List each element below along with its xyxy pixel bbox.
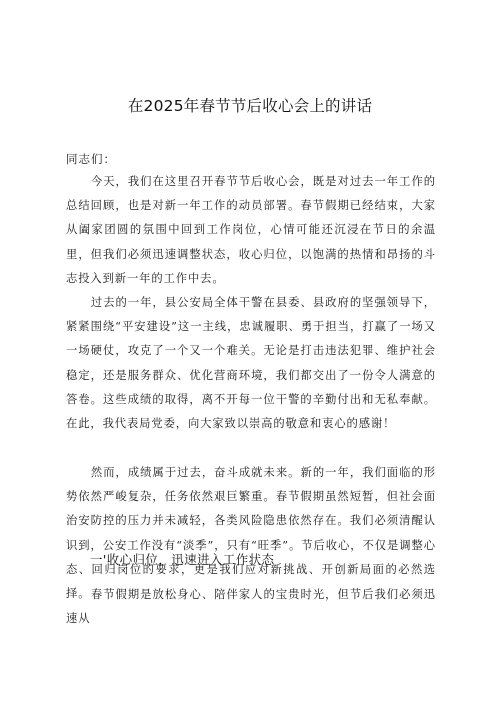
- section-heading: 一'收心归位，迅速进入工作状态: [90, 552, 275, 567]
- body-paragraph: 过去的一年，县公安局全体干警在县委、县政府的坚强领导下，紧紧围绕“平安建设”这一主线，忠诚履职、勇于担当，打赢了一场又一场硬仗，攻克了一个又一个难关。无论是打击违法犯罪、维护社会稳定，还是服务群众、优化营商环境，我们都交出了一份令人满意的答卷。这些成绩的取得，离不开每一位干警的辛勤付出和无私奉献。在此，我代表局党委，向大家致以崇高的敬意和衷心的感谢！: [66, 296, 436, 431]
- salutation: 同志们：: [66, 152, 116, 166]
- body-paragraph: 然而，成绩属于过去，奋斗成就未来。新的一年，我们面临的形势依然严峻复杂，任务依然艰巨繁重。春节假期虽然短暂，但社会面治安防控的压力并未减轻，各类风险隐患依然存在。我们必须清醒认识到，公安工作没有“淡季”，只有“旺季”。节后收心，不仅是调整心态、回归岗位的要求，更是我们应对新挑战、开创新局面的必然选择。: [66, 466, 436, 601]
- document-title: 在2025年春节节后收心会上的讲话: [127, 97, 373, 115]
- body-paragraph: 春节假期是放松身心、陪伴家人的宝贵时光，但节后我们必须迅速从: [66, 588, 436, 626]
- body-paragraph: 今天，我们在这里召开春节节后收心会，既是对过去一年工作的总结回顾，也是对新一年工作的动员部署。春节假期已经结束，大家从阖家团圆的氛围中回到工作岗位，心情可能还沉浸在节日的余温里，但我们必须迅速调整状态，收心归位，以饱满的热情和昂扬的斗志投入到新一年的工作中去。: [66, 175, 436, 285]
